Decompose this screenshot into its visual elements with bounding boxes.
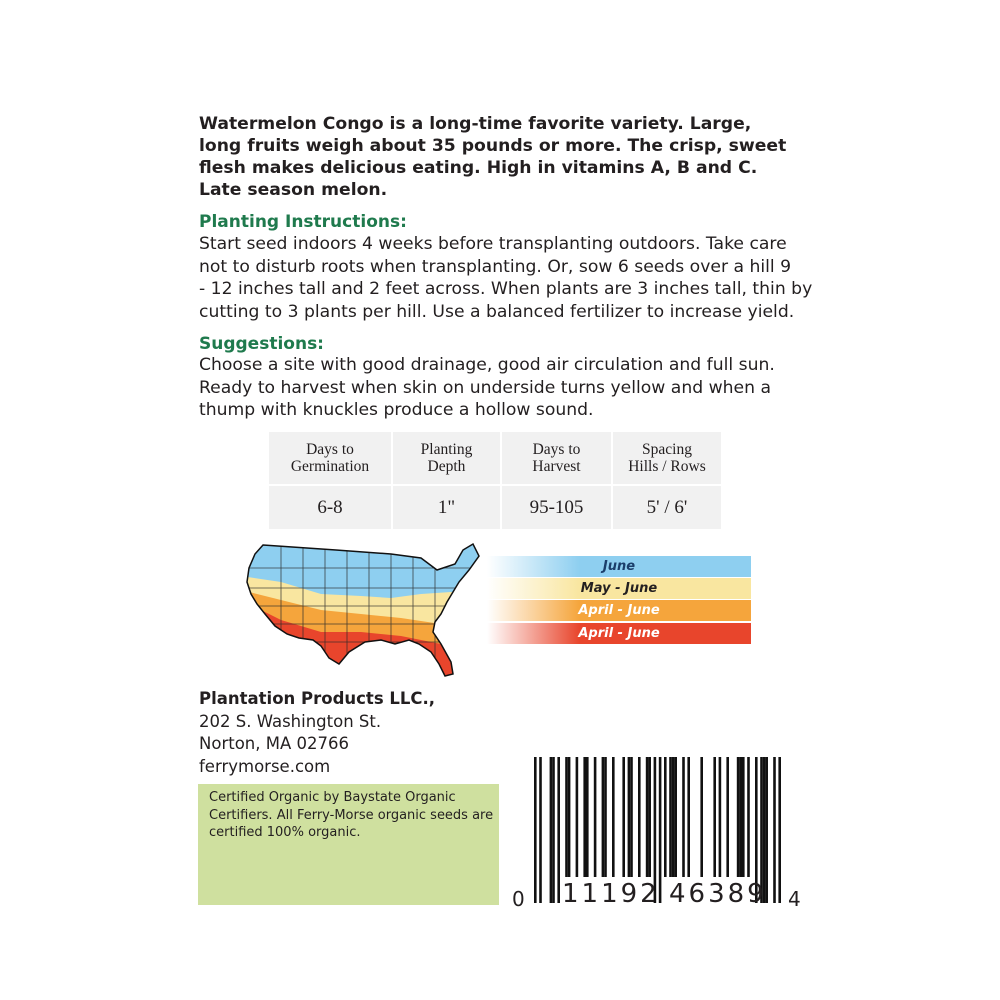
suggestion-line: Ready to harvest when skin on underside turns yellow and when a bbox=[199, 377, 771, 398]
company-website: ferrymorse.com bbox=[199, 756, 331, 776]
planting-line: Start seed indoors 4 weeks before transplanting outdoors. Take care bbox=[199, 234, 787, 254]
planting-instructions-text bbox=[199, 233, 812, 323]
barcode-bar bbox=[672, 757, 675, 877]
zone-band-june bbox=[487, 556, 751, 577]
planting-line: - 12 inches tall and 2 feet across. When plants are 3 inches tall, thin by bbox=[199, 279, 813, 299]
zone-band-may-june bbox=[487, 578, 751, 599]
suggestion-line: Choose a site with good drainage, good air circulation and full sun. bbox=[199, 355, 775, 375]
barcode-bar bbox=[594, 757, 597, 877]
barcode-bar bbox=[669, 757, 672, 877]
barcode-left-digits: 11192 bbox=[562, 879, 660, 909]
zone-band-april-june bbox=[487, 600, 751, 621]
header-line: Planting bbox=[420, 441, 473, 458]
barcode-bar bbox=[737, 757, 740, 877]
barcode-check-digit: 4 bbox=[788, 887, 801, 911]
header-days-to-harvest bbox=[502, 432, 611, 484]
value-planting-depth: 1" bbox=[393, 486, 500, 529]
product-description: Watermelon Congo is a long-time favorite variety. Large, long fruits weigh about 35 pounds or more. The crisp, sweet flesh makes delicious eating. High in vitamins A, B and C. Late season melon. bbox=[199, 114, 787, 200]
barcode-bar bbox=[773, 757, 776, 903]
value-spacing: 5' / 6' bbox=[613, 486, 721, 529]
barcode-bar bbox=[557, 757, 560, 903]
zone-label: June bbox=[602, 559, 636, 574]
barcode-bar bbox=[726, 757, 729, 877]
planting-line: cutting to 3 plants per hill. Use a balanced fertilizer to increase yield. bbox=[199, 301, 795, 322]
barcode-bar bbox=[664, 757, 667, 877]
barcode-bar bbox=[719, 757, 722, 877]
growing-info-table bbox=[269, 432, 721, 529]
header-line: Days to bbox=[306, 441, 354, 458]
barcode-bar bbox=[586, 757, 589, 877]
barcode-bar bbox=[565, 757, 568, 877]
upc-barcode bbox=[510, 757, 802, 911]
barcode-bar bbox=[550, 757, 553, 903]
barcode-bar bbox=[576, 757, 579, 877]
value-days-to-harvest: 95-105 bbox=[502, 486, 611, 529]
zone-label: April - June bbox=[578, 626, 660, 641]
zone-label: April - June bbox=[578, 603, 660, 618]
header-line: Harvest bbox=[532, 458, 581, 475]
zone-label: May - June bbox=[580, 581, 658, 596]
header-line: Spacing bbox=[642, 441, 692, 458]
barcode-bar bbox=[646, 757, 649, 877]
barcode-bar bbox=[583, 757, 586, 877]
barcode-bar bbox=[674, 757, 677, 877]
barcode-bar bbox=[612, 757, 615, 877]
barcode-bar bbox=[628, 757, 631, 877]
header-line: Hills / Rows bbox=[628, 458, 706, 475]
zone-band-april-june-south bbox=[487, 623, 751, 644]
barcode-bar bbox=[602, 757, 605, 877]
barcode-right-digits: 46389 bbox=[669, 879, 767, 909]
barcode-bar bbox=[568, 757, 571, 877]
barcode-bar bbox=[622, 757, 625, 877]
header-planting-depth bbox=[393, 432, 500, 484]
value-days-to-germination: 6-8 bbox=[269, 486, 391, 529]
barcode-bar bbox=[539, 757, 542, 903]
barcode-bar bbox=[747, 757, 750, 877]
suggestions-heading: Suggestions: bbox=[199, 334, 324, 354]
barcode-bar bbox=[682, 757, 685, 877]
barcode-bar bbox=[778, 757, 781, 903]
suggestion-line: thump with knuckles produce a hollow sound. bbox=[199, 400, 594, 420]
header-line: Depth bbox=[427, 458, 466, 475]
organic-certification-text: Certified Organic by Baystate Organic Certifiers. All Ferry-Morse organic seeds are certified 100% organic. bbox=[209, 790, 494, 840]
company-name: Plantation Products LLC., bbox=[199, 689, 436, 708]
barcode-bar bbox=[700, 757, 703, 877]
barcode-bar bbox=[552, 757, 555, 903]
header-days-to-germination bbox=[269, 432, 391, 484]
barcode-bar bbox=[742, 757, 745, 877]
us-zone-map bbox=[241, 540, 486, 680]
address-street: 202 S. Washington St. bbox=[199, 711, 382, 731]
barcode-bar bbox=[739, 757, 742, 877]
address-city: Norton, MA 02766 bbox=[199, 734, 349, 753]
barcode-bar bbox=[534, 757, 537, 903]
barcode-bar bbox=[648, 757, 651, 877]
barcode-bar bbox=[630, 757, 633, 877]
barcode-bar bbox=[713, 757, 716, 877]
header-line: Days to bbox=[532, 441, 581, 458]
organic-certification-box bbox=[198, 784, 499, 905]
barcode-bar bbox=[687, 757, 690, 877]
header-line: Germination bbox=[290, 458, 370, 475]
barcode-number-system: 0 bbox=[512, 887, 525, 911]
company-address bbox=[199, 688, 435, 778]
barcode-bar bbox=[604, 757, 607, 877]
planting-line: not to disturb roots when transplanting. Or, sow 6 seeds over a hill 9 bbox=[199, 256, 792, 277]
planting-instructions-heading: Planting Instructions: bbox=[199, 212, 407, 232]
suggestions-text bbox=[199, 354, 775, 422]
header-spacing bbox=[613, 432, 721, 484]
barcode-bar bbox=[638, 757, 641, 877]
